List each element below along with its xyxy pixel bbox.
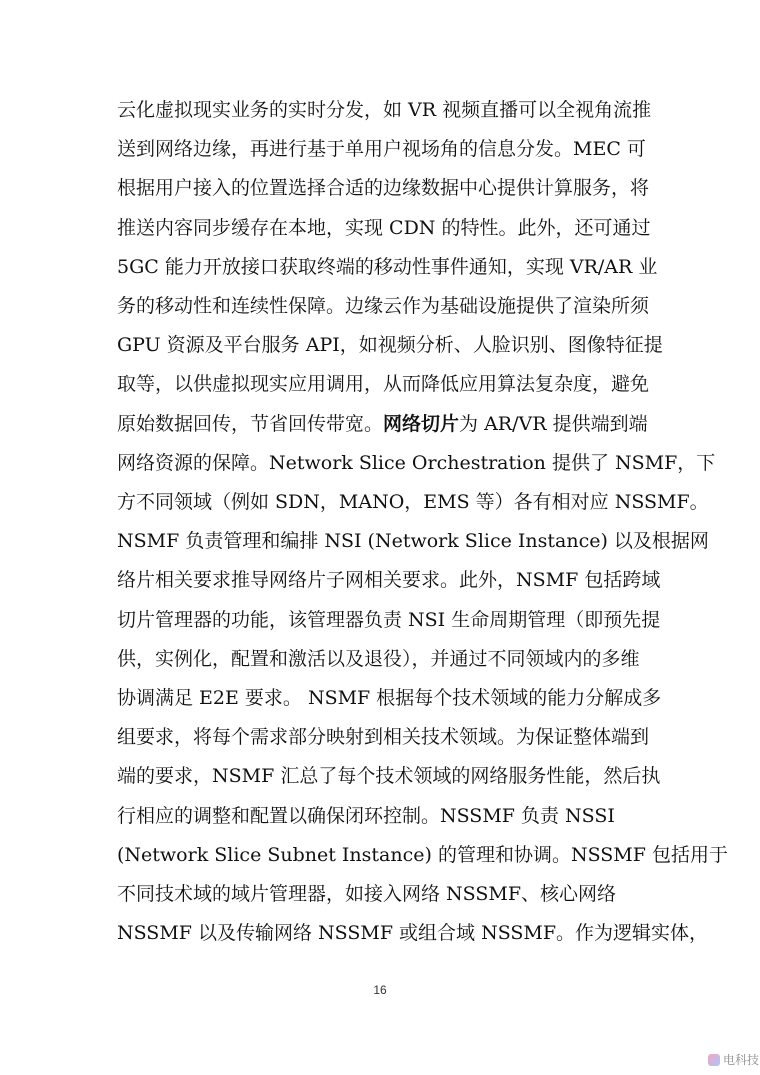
- line-head: 原始数据回传，节省回传带宽。: [117, 412, 384, 435]
- text-line: GPU 资源及平台服务 API，如视频分析、人脸识别、图像特征提: [117, 334, 663, 357]
- text-line: 根据用户接入的位置选择合适的边缘数据中心提供计算服务，将: [117, 177, 650, 200]
- text-line: 不同技术域的域片管理器，如接入网络 NSSMF、核心网络: [117, 883, 617, 905]
- text-line: 送到网络边缘，再进行基于单用户视场角的信息分发。MEC 可: [117, 138, 646, 161]
- text-line: 务的移动性和连续性保障。边缘云作为基础设施提供了渲染所须: [117, 295, 650, 317]
- text-line: 端的要求，NSMF 汇总了每个技术领域的网络服务性能，然后执: [117, 765, 661, 788]
- text-line: 云化虚拟现实业务的实时分发，如 VR 视频直播可以全视角流推: [117, 99, 652, 121]
- text-line: 切片管理器的功能，该管理器负责 NSI 生命周期管理（即预先提: [117, 608, 661, 631]
- text-line: 供，实例化，配置和激活以及退役），并通过不同领域内的多维: [117, 647, 640, 670]
- keyword-network-slicing: 网络切片: [383, 412, 460, 435]
- text-line: 方不同领域（例如 SDN，MANO，EMS 等）各有相对应 NSSMF。: [117, 491, 709, 513]
- text-line: 行相应的调整和配置以确保闭环控制。NSSMF 负责 NSSI: [117, 804, 615, 827]
- line-tail: 为 AR/VR 提供端到端: [459, 412, 648, 435]
- watermark: [708, 1051, 759, 1068]
- watermark-text: 电科技: [723, 1053, 760, 1067]
- text-line: 5GC 能力开放接口获取终端的移动性事件通知，实现 VR/AR 业: [117, 255, 658, 278]
- text-line: 取等，以供虚拟现实应用调用，从而降低应用算法复杂度，避免: [117, 373, 650, 396]
- text-line: 推送内容同步缓存在本地，实现 CDN 的特性。此外，还可通过: [117, 216, 651, 239]
- brand-logo-icon: [708, 1054, 720, 1066]
- text-line-with-keyword: [117, 412, 647, 436]
- page-number: 16: [373, 983, 387, 997]
- text-line: NSMF 负责管理和编排 NSI (Network Slice Instance) 以及根据网: [117, 530, 709, 553]
- text-line: (Network Slice Subnet Instance) 的管理和协调。NSSMF 包括用于: [117, 843, 728, 866]
- text-line: 协调满足 E2E 要求。 NSMF 根据每个技术领域的能力分解成多: [117, 687, 662, 709]
- text-line: NSSMF 以及传输网络 NSSMF 或组合域 NSSMF。作为逻辑实体，: [117, 922, 709, 945]
- text-line: 组要求，将每个需求部分映射到相关技术领域。为保证整体端到: [117, 726, 650, 749]
- text-line: 网络资源的保障。Network Slice Orchestration 提供了 NSMF，下: [117, 451, 716, 474]
- text-line: 络片相关要求推导网络片子网相关要求。此外，NSMF 包括跨域: [117, 569, 661, 592]
